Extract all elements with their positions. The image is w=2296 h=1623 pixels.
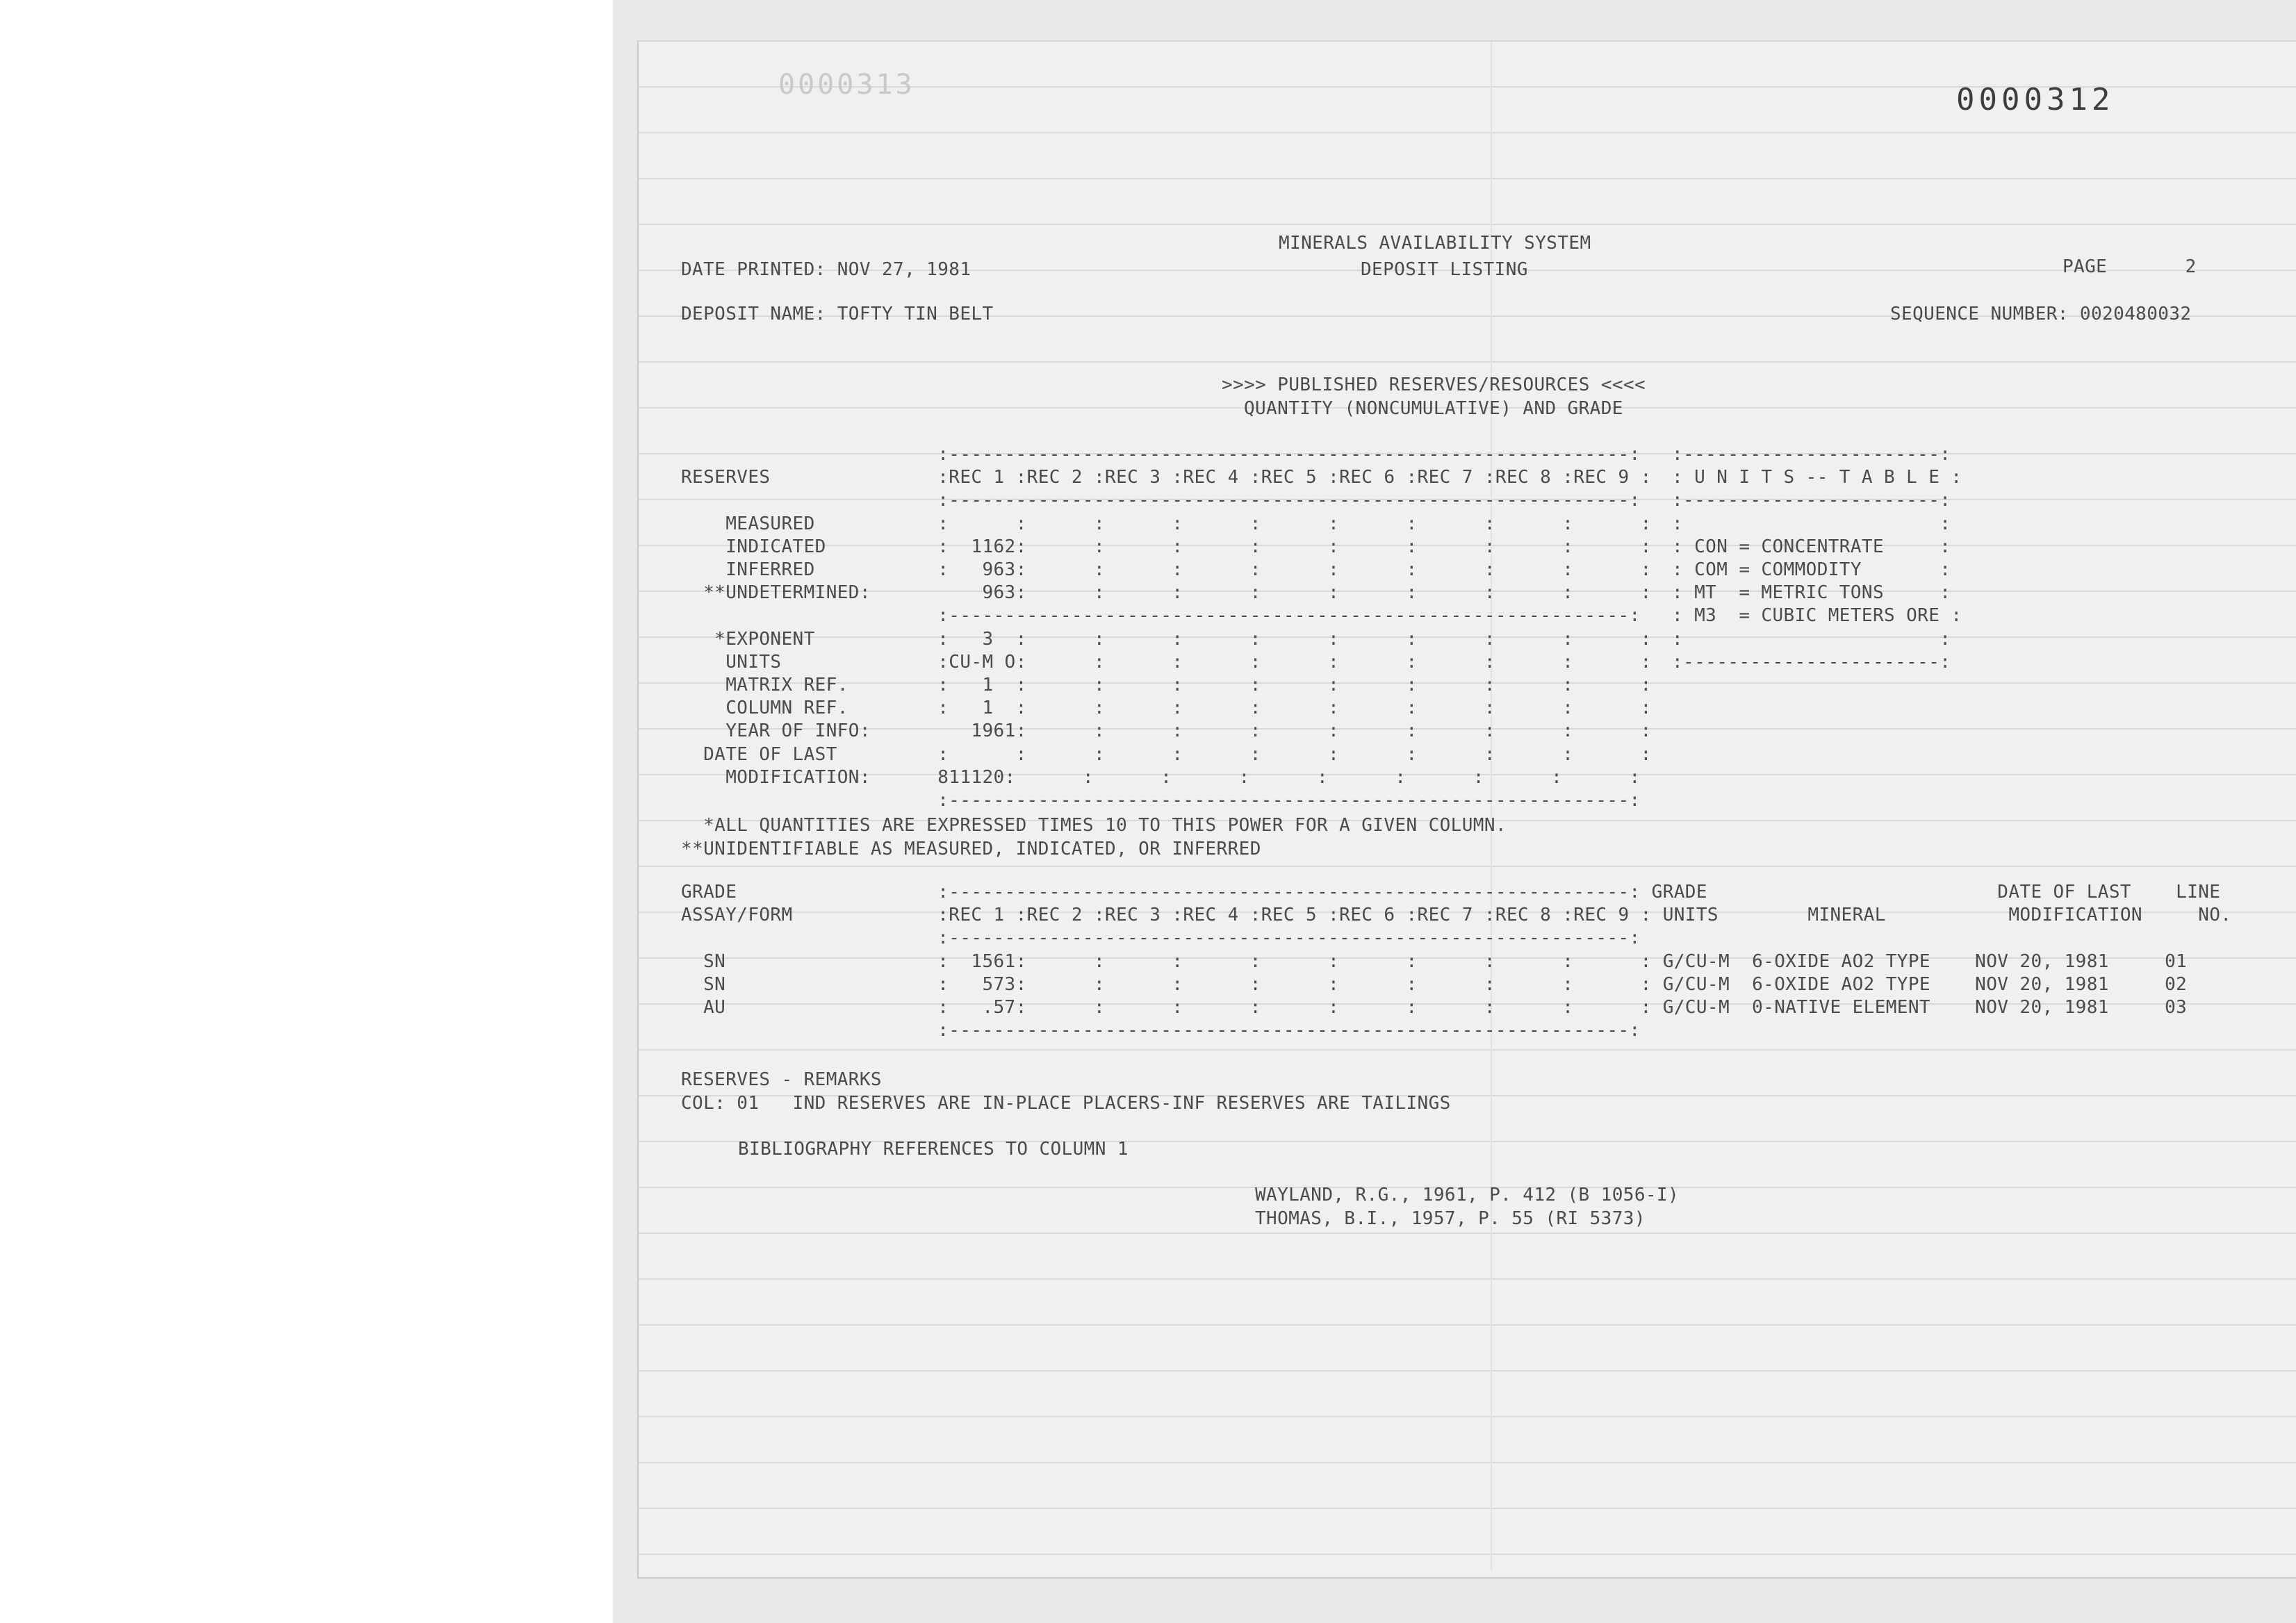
grade-table-line: SN : 573: : : : : : : : : G/CU-M 6-OXIDE AO2 TYPE NOV 20, 1981 02 [681,973,2188,995]
sequence-number: SEQUENCE NUMBER: 0020480032 [1890,304,2192,324]
bibliography-ref-2: THOMAS, B.I., 1957, P. 55 (RI 5373) [1255,1208,1646,1229]
reserves-table-line: UNITS :CU-M O: : : : : : : : : [681,651,1652,673]
footnote-exponent: *ALL QUANTITIES ARE EXPRESSED TIMES 10 TO THIS POWER FOR A GIVEN COLUMN. [681,815,1507,836]
units-table-line: :-----------------------: [1672,490,1951,511]
system-title: MINERALS AVAILABILITY SYSTEM [1279,233,1591,254]
date-printed: DATE PRINTED: NOV 27, 1981 [681,259,971,280]
grade-table-line: ASSAY/FORM :REC 1 :REC 2 :REC 3 :REC 4 :REC 5 :REC 6 :REC 7 :REC 8 :REC 9 : UNITS MINERAL MODIFICATION NO. [681,905,2232,926]
units-table-line: : U N I T S -- T A B L E : [1672,467,1962,488]
units-table-line: :-----------------------: [1672,651,1951,673]
reserves-table-line: :-------------------------------------------------------------: [681,790,1641,811]
page-number: PAGE 2 [2063,256,2197,277]
units-table-line: : : [1672,513,1951,534]
units-table-line: : MT = METRIC TONS : [1672,582,1951,604]
grade-table-line: :-------------------------------------------------------------: [681,1020,1641,1041]
bibliography-ref-1: WAYLAND, R.G., 1961, P. 412 (B 1056-I) [1255,1185,1680,1205]
units-table-line: : M3 = CUBIC METERS ORE : [1672,605,1962,627]
reserves-table-line: YEAR OF INFO: 1961: : : : : : : : : [681,720,1652,742]
grade-table-line: GRADE :-------------------------------------------------------------: GRADE DATE OF LAST LINE [681,882,2221,903]
reserves-table-line: :-------------------------------------------------------------: [681,444,1641,465]
reserves-table-line: INFERRED : 963: : : : : : : : : [681,559,1652,580]
units-table-line: : : [1672,628,1951,650]
reserves-table-line: :-------------------------------------------------------------: [681,605,1641,627]
stamp-number: 0000312 [1956,82,2115,117]
faded-stamp-number: 0000313 [778,69,915,101]
reserves-table-line: **UNDETERMINED: 963: : : : : : : : : [681,582,1652,604]
reserves-table-line: INDICATED : 1162: : : : : : : : : [681,536,1652,557]
units-table-line: : CON = CONCENTRATE : [1672,536,1951,557]
reserves-table-line: MEASURED : : : : : : : : : : [681,513,1652,534]
remarks-title: RESERVES - REMARKS [681,1069,882,1090]
reserves-table-line: MATRIX REF. : 1 : : : : : : : : : [681,675,1652,695]
reserves-table-line: RESERVES :REC 1 :REC 2 :REC 3 :REC 4 :REC 5 :REC 6 :REC 7 :REC 8 :REC 9 : [681,467,1652,488]
remarks-col: COL: 01 IND RESERVES ARE IN-PLACE PLACERS-INF RESERVES ARE TAILINGS [681,1093,1451,1114]
grade-table-line: AU : .57: : : : : : : : : G/CU-M 0-NATIVE ELEMENT NOV 20, 1981 03 [681,997,2188,1018]
bibliography-heading: BIBLIOGRAPHY REFERENCES TO COLUMN 1 [738,1139,1129,1160]
units-table-line: :-----------------------: [1672,444,1951,465]
footnote-undetermined: **UNIDENTIFIABLE AS MEASURED, INDICATED, OR INFERRED [681,839,1261,859]
grade-table-line: :-------------------------------------------------------------: [681,928,1641,949]
listing-title: DEPOSIT LISTING [1361,259,1528,280]
section-title: >>>> PUBLISHED RESERVES/RESOURCES <<<< [1222,374,1646,395]
section-subtitle: QUANTITY (NONCUMULATIVE) AND GRADE [1244,398,1623,419]
reserves-table-line: MODIFICATION: 811120: : : : : : : : : [681,766,1641,788]
deposit-name: DEPOSIT NAME: TOFTY TIN BELT [681,304,994,324]
reserves-table-line: *EXPONENT : 3 : : : : : : : : : [681,628,1652,650]
reserves-table-line: COLUMN REF. : 1 : : : : : : : : : [681,698,1652,719]
units-table-line: : COM = COMMODITY : [1672,559,1951,580]
grade-table-line: SN : 1561: : : : : : : : : G/CU-M 6-OXIDE AO2 TYPE NOV 20, 1981 01 [681,950,2188,972]
reserves-table-line: :-------------------------------------------------------------: [681,490,1641,511]
reserves-table-line: DATE OF LAST : : : : : : : : : : [681,743,1652,765]
